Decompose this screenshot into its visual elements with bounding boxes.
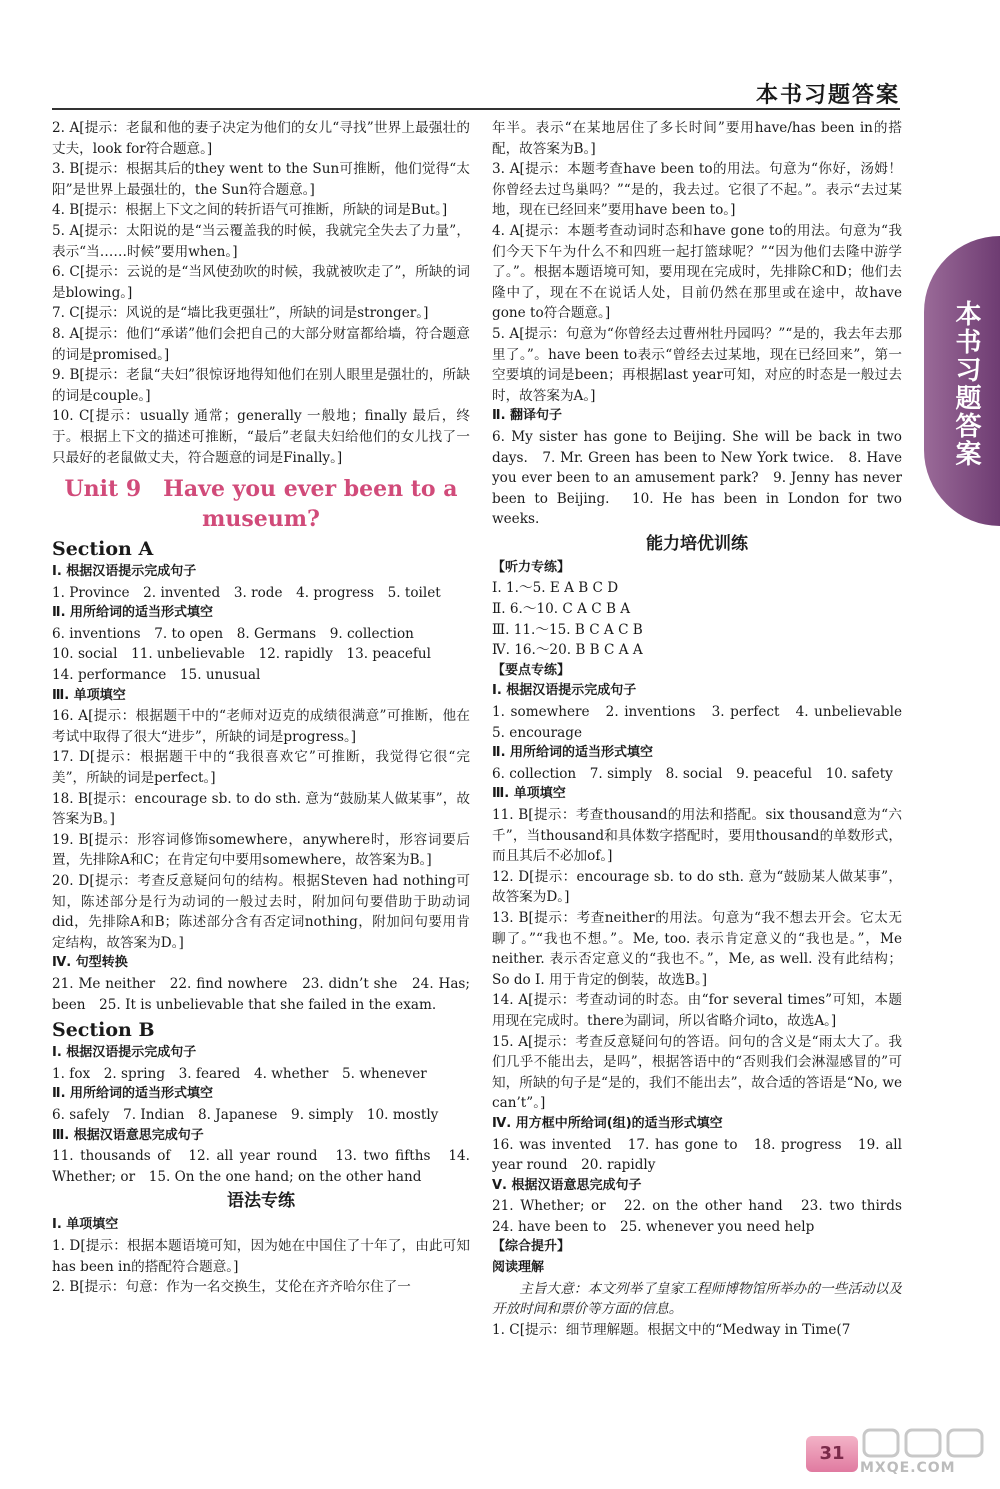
answer-item: 14. A[提示：考查动词的时态。由“for several times”可知，本题用现在完成时。there为副词，所以省略介词to，故选A。] xyxy=(492,992,902,1029)
answer-line: 21. Me neither 22. find nowhere 23. didn’t she 24. Has; been 25. It is unbelievable that she failed in the exam. xyxy=(52,975,470,1013)
ability-title: 能力培优训练 xyxy=(646,533,748,554)
exercise-heading: Ⅴ. 根据汉语意思完成句子 xyxy=(492,1177,642,1193)
answer-line: 6. My sister has gone to Beijing. She will be back in two days. 7. Mr. Green has been to New York twice. 8. Have you ever been to an amusement park? 9. Jenny has never been to Beijing. 10. He has been in London for two weeks. xyxy=(492,428,902,528)
answer-item: 4. B[提示：根据上下文之间的转折语气可推断，所缺的词是But。] xyxy=(52,202,448,219)
exercise-heading: 【听力专练】 xyxy=(492,559,571,575)
answer-item: 10. C[提示：usually 通常；generally 一般地；finally 最后，终于。根据上下文的描述可推断，“最后”老鼠夫妇给他们的女儿找了一只最好的老鼠做丈夫，符合题意的词是Finally。] xyxy=(52,408,470,466)
exercise-heading: Ⅳ. 用方框中所给词(组)的适当形式填空 xyxy=(492,1115,723,1131)
answer-item: 4. A[提示：本题考查动词时态和have gone to的用法。句意为“我们今天下午为什么不和四班一起打篮球呢？”“因为他们去隆中游学了。”。根据本题语境可知，要用现在完成时，先排除C和D；他们去隆中了，现在不在说话人处，目前仍然在那里或在途中，故have gone to符合题意。] xyxy=(492,222,902,322)
watermark-logo-icon xyxy=(860,1426,990,1460)
answer-item: 11. B[提示：考查thousand的用法和搭配。six thousand意为“六千”，当thousand和具体数字搭配时，要用thousand的单数形式，而且其后不必加of。] xyxy=(492,807,902,865)
exercise-heading: Ⅰ. 单项填空 xyxy=(52,1217,119,1233)
watermark xyxy=(860,1426,990,1482)
exercise-heading: 【要点专练】 xyxy=(492,662,571,678)
answer-continuation: 年半。表示“在某地居住了多长时间”要用have/has been in的搭配，故答案为B。] xyxy=(492,120,902,157)
answer-item: 8. A[提示：他们“承诺”他们会把自己的大部分财富都给墙，符合题意的词是promised。] xyxy=(52,325,470,363)
answer-line: 6. safely 7. Indian 8. Japanese 9. simply 10. mostly xyxy=(52,1106,439,1123)
answer-line: Ⅲ. 11.～15. B C A C B xyxy=(492,621,643,638)
answer-line: 21. Whether; or 22. on the other hand 23. two thirds 24. have been to 25. whenever you need help xyxy=(492,1198,916,1235)
answer-item: 15. A[提示：考查反意疑问句的答语。问句的含义是“雨太大了。我们几乎不能出去，是吗”，根据答语中的“否则我们会淋湿感冒的”可知，所缺的句子是“是的，我们不能出去”，故合适的答语是“No, we can’t”。] xyxy=(492,1033,902,1112)
answer-item: 12. D[提示：encourage sb. to do sth. 意为“鼓励某人做某事”，故答案为D。] xyxy=(492,868,902,906)
reading-summary: 主旨大意：本文列举了皇家工程师博物馆所举办的一些活动以及开放时间和票价等方面的信息。 xyxy=(492,1280,902,1318)
answer-item: 19. B[提示：形容词修饰somewhere，anywhere时，形容词要后置，先排除A和C；在肯定句中要用somewhere，故答案为B。] xyxy=(52,831,470,869)
answer-line: 1. Province 2. invented 3. rode 4. progress 5. toilet xyxy=(52,584,441,601)
answer-item: 7. C[提示：风说的是“墙比我更强壮”，所缺的词是stronger。] xyxy=(52,305,429,322)
exercise-heading: Ⅱ. 用所给词的适当形式填空 xyxy=(52,1086,214,1102)
watermark-text: MXQE.COM xyxy=(860,1460,956,1476)
header-rule xyxy=(52,108,900,110)
page-header-title: 本书习题答案 xyxy=(755,82,900,108)
answer-item: 17. D[提示：根据题干中的“我很喜欢它”可推断，我觉得它很“完美”，所缺的词是perfect。] xyxy=(52,749,470,787)
answer-item: 1. C[提示：细节理解题。根据文中的“Medway in Time(7 xyxy=(492,1321,851,1338)
page-number: 31 xyxy=(806,1436,858,1472)
exercise-heading: Ⅰ. 根据汉语提示完成句子 xyxy=(52,564,197,580)
right-column xyxy=(492,118,916,1340)
answer-item: 13. B[提示：考查neither的用法。句意为“我不想去开会。它太无聊了。”“我也不想。”。Me, too. 表示肯定意义的“我也是。”，Me neither. 表示否定意义的“我也不。”，Me, as well. 没有此结构；So do I. 用于肯定的倒装，故选B。] xyxy=(492,909,902,988)
section-b-title: Section B xyxy=(52,1019,155,1042)
answer-line: 11. thousands of 12. all year round 13. two fifths 14. Whether; or 15. On the one hand; on the other hand xyxy=(52,1148,470,1185)
answer-item: 6. C[提示：云说的是“当风使劲吹的时候，我就被吹走了”，所缺的词是blowing。] xyxy=(52,264,470,301)
answer-item: 20. D[提示：考查反意疑问句的结构。根据Steven had nothing可知，陈述部分是行为动词的一般过去时，附加问句要借助于助动词did，先排除A和B；陈述部分含有否定词nothing，附加问句要用肯定结构，故答案为D。] xyxy=(52,873,470,951)
exercise-heading: Ⅰ. 根据汉语提示完成句子 xyxy=(492,683,637,699)
section-a-title: Section A xyxy=(52,538,154,561)
answer-item: 16. A[提示：根据题干中的“老师对迈克的成绩很满意”可推断，他在考试中取得了很大“进步”，所缺的词是progress。] xyxy=(52,708,470,745)
answer-line: Ⅳ. 16.～20. B B C A A xyxy=(492,642,643,659)
answer-item: 1. D[提示：根据本题语境可知，因为她在中国住了十年了，由此可知has been in的搭配符合题意。] xyxy=(52,1237,470,1275)
exercise-heading: Ⅲ. 单项填空 xyxy=(492,786,566,802)
answer-line: 10. social 11. unbelievable 12. rapidly 13. peaceful xyxy=(52,646,432,663)
answer-line: 16. was invented 17. has gone to 18. progress 19. all year round 20. rapidly xyxy=(492,1136,902,1174)
answer-item: 9. B[提示：老鼠“夫妇”很惊讶地得知他们在别人眼里是强壮的，所缺的词是couple。] xyxy=(52,367,470,404)
answer-item: 5. A[提示：太阳说的是“当云覆盖我的时候，我就完全失去了力量”，表示“当……时候”要用when。] xyxy=(52,222,470,260)
answer-line: Ⅰ. 1.～5. E A B C D xyxy=(492,580,619,597)
exercise-heading: 阅读理解 xyxy=(492,1260,545,1276)
answer-item: 5. A[提示：句意为“你曾经去过曹州牡丹园吗？”“是的，我去年去那里了。”。have been to表示“曾经去过某地，现在已经回来”，第一空要填的词是been；再根据last year可知，对应的时态是一般过去时，故答案为A。] xyxy=(492,325,902,404)
answer-line: 6. inventions 7. to open 8. Germans 9. collection xyxy=(52,625,414,642)
left-column xyxy=(52,118,470,1298)
side-tab-label: 本书习题答案 xyxy=(951,300,981,468)
answer-item: 3. A[提示：本题考查have been to的用法。句意为“你好，汤姆！你曾经去过鸟巢吗？”“是的，我去过。它很了不起。”。表示“去过某地，现在已经回来”要用have been to。] xyxy=(492,161,902,219)
exercise-heading: Ⅱ. 翻译句子 xyxy=(492,408,563,424)
exercise-heading: 【综合提升】 xyxy=(492,1239,571,1255)
answer-line: 14. performance 15. unusual xyxy=(52,667,261,684)
answer-line: 1. somewhere 2. inventions 3. perfect 4. unbelievable 5. encourage xyxy=(492,704,916,741)
exercise-heading: Ⅳ. 句型转换 xyxy=(52,955,128,971)
answer-item: 2. B[提示：句意：作为一名交换生，艾伦在齐齐哈尔住了一 xyxy=(52,1279,411,1296)
answer-line: 1. fox 2. spring 3. feared 4. whether 5. whenever xyxy=(52,1065,427,1082)
answer-item: 18. B[提示：encourage sb. to do sth. 意为“鼓励某人做某事”，故答案为B。] xyxy=(52,790,470,828)
unit-title: Unit 9 Have you ever been to a museum? xyxy=(64,476,458,533)
exercise-heading: Ⅰ. 根据汉语提示完成句子 xyxy=(52,1045,197,1061)
exercise-heading: Ⅱ. 用所给词的适当形式填空 xyxy=(492,745,654,761)
answer-item: 2. A[提示：老鼠和他的妻子决定为他们的女儿“寻找”世界上最强壮的丈夫，look for符合题意。] xyxy=(52,120,470,157)
answer-line: Ⅱ. 6.～10. C A C B A xyxy=(492,601,631,618)
exercise-heading: Ⅱ. 用所给词的适当形式填空 xyxy=(52,605,214,621)
grammar-title: 语法专练 xyxy=(227,1191,295,1212)
exercise-heading: Ⅲ. 根据汉语意思完成句子 xyxy=(52,1127,204,1143)
exercise-heading: Ⅲ. 单项填空 xyxy=(52,687,126,703)
answer-line: 6. collection 7. simply 8. social 9. peaceful 10. safety xyxy=(492,765,893,782)
answer-item: 3. B[提示：根据其后的they went to the Sun可推断，他们觉得“太阳”是世界上最强壮的，the Sun符合题意。] xyxy=(52,161,470,198)
